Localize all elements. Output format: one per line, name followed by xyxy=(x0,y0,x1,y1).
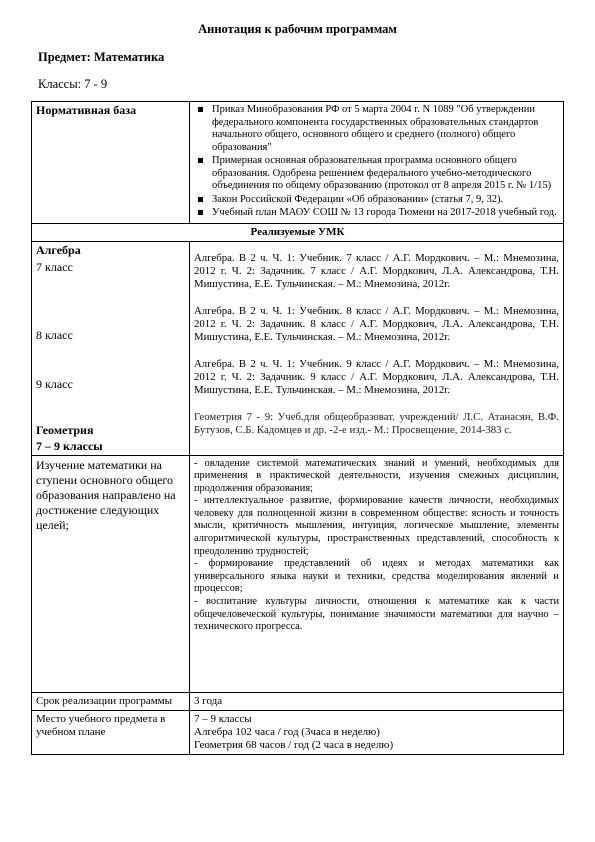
goals-row xyxy=(32,455,564,692)
goals-label: Изучение математики на ступени основного общего образования направлено на достижение следующих целей; xyxy=(36,457,176,532)
bullet-icon xyxy=(198,210,203,215)
grade7-label: 7 класс xyxy=(36,259,73,274)
place-line: 7 – 9 классы xyxy=(194,712,252,725)
grade8-textbook: Алгебра. В 2 ч. Ч. 1: Учебник. 8 класс / А.Г. Мордкович. – М.: Мнемозина, 2012 г. Ч. 2: Задачник. 8 класс / А.Г. Мордкович, Л.А. Александрова, Т.Н. Мишустина, Е.Е. Тульчинская. – М.: Мнемозина, 2012г. xyxy=(194,304,559,343)
goal-item: - интеллектуальное развитие, формирование качеств личности, необходимых человеку для полноценной жизни в современном обществе: ясность и точность мысли, критичность мышления, интуиция, логическое мышление, элементы алгоритмической культуры, пространственных представлений, способность к преодолению трудностей; xyxy=(194,495,559,557)
umk-header: Реализуемые УМК xyxy=(32,223,564,241)
bullet-icon xyxy=(198,107,203,112)
goal-item: - воспитание культуры личности, отношения к математике как к части общечеловеческой культуры, понимание значимости математики для научно – технического прогресса. xyxy=(194,596,559,633)
goal-item: - овладение системой математических знаний и умений, необходимых для применения в практической деятельности, изучения смежных дисциплин, продолжения образования; xyxy=(194,457,559,494)
geometry-textbook: Геометрия 7 - 9: Учеб.для общеобразоват. учреждений/ Л.С. Атанасян, В.Ф. Бутузов, С.Б. Кадомцев и др. -2-е изд.- М.: Просвещение, 2014-383 с. xyxy=(194,410,559,436)
umk-label-cell xyxy=(32,241,190,455)
place-line: Алгебра 102 часа / год (3часа в неделю) xyxy=(194,725,380,738)
umk-content-row xyxy=(32,241,564,455)
list-item: Приказ Минобразования РФ от 5 марта 2004 г. N 1089 "Об утверждении федерального компонента государственных образовательных стандартов начального общего, основного общего и среднего (полного) общего образования" xyxy=(212,104,559,154)
goals-label-cell xyxy=(32,455,190,692)
list-item: Закон Российской Федерации «Об образовании» (статья 7, 9, 32). xyxy=(212,194,559,207)
goals-content-cell xyxy=(190,455,564,692)
bullet-icon xyxy=(198,197,203,202)
normative-label-cell xyxy=(32,102,190,224)
classes-heading: Классы: 7 - 9 xyxy=(38,77,108,91)
place-label: Место учебного предмета в учебном плане xyxy=(32,710,190,754)
grade9-textbook: Алгебра. В 2 ч. Ч. 1: Учебник. 9 класс / А.Г. Мордкович. – М.: Мнемозина, 2012 г. Ч. 2: Задачник. 9 класс / А.Г. Мордкович, Л.А. Александрова, Т.Н. Мишустина, Е.Е. Тульчинская. – М.: Мнемозина, 2012г. xyxy=(194,357,559,396)
duration-value: 3 года xyxy=(190,692,564,710)
geometry-grades: 7 – 9 классы xyxy=(36,438,103,453)
grade9-label: 9 класс xyxy=(36,376,73,391)
duration-label: Срок реализации программы xyxy=(32,692,190,710)
grade7-textbook: Алгебра. В 2 ч. Ч. 1: Учебник. 7 класс / А.Г. Мордкович. – М.: Мнемозина, 2012 г. Ч. 2: Задачник. 7 класс / А.Г. Мордкович, Л.А. Александрова, Т.Н. Мишустина, Е.Е. Тульчинская. – М.: Мнемозина, 2012г. xyxy=(194,251,559,290)
grade8-label: 8 класс xyxy=(36,327,73,342)
page-title: Аннотация к рабочим программам xyxy=(198,22,397,36)
umk-content-cell xyxy=(190,241,564,455)
umk-header-row xyxy=(32,223,564,241)
algebra-label: Алгебра xyxy=(36,242,81,257)
place-row xyxy=(32,710,564,754)
place-content-cell xyxy=(190,710,564,754)
annotation-table xyxy=(31,101,564,755)
place-line: Геометрия 68 часов / год (2 часа в неделю) xyxy=(194,738,394,751)
subject-heading: Предмет: Математика xyxy=(38,50,165,64)
normative-content-cell xyxy=(190,102,564,224)
normative-list xyxy=(194,104,559,220)
list-item: Учебный план МАОУ СОШ № 13 города Тюмени на 2017-2018 учебный год. xyxy=(212,207,559,220)
list-item: Примерная основная образовательная программа основного общего образования. Одобрена решением федерального учебно-методического объединения по общему образованию (протокол от 8 апреля 2015 г. № 1/15) xyxy=(212,155,559,193)
normative-label: Нормативная база xyxy=(36,103,137,117)
bullet-icon xyxy=(198,158,203,163)
goal-item: - формирование представлений об идеях и методах математики как универсального языка науки и техники, средства моделирования явлений и процессов; xyxy=(194,558,559,595)
duration-row xyxy=(32,692,564,710)
geometry-label: Геометрия xyxy=(36,422,94,437)
normative-row xyxy=(32,102,564,224)
